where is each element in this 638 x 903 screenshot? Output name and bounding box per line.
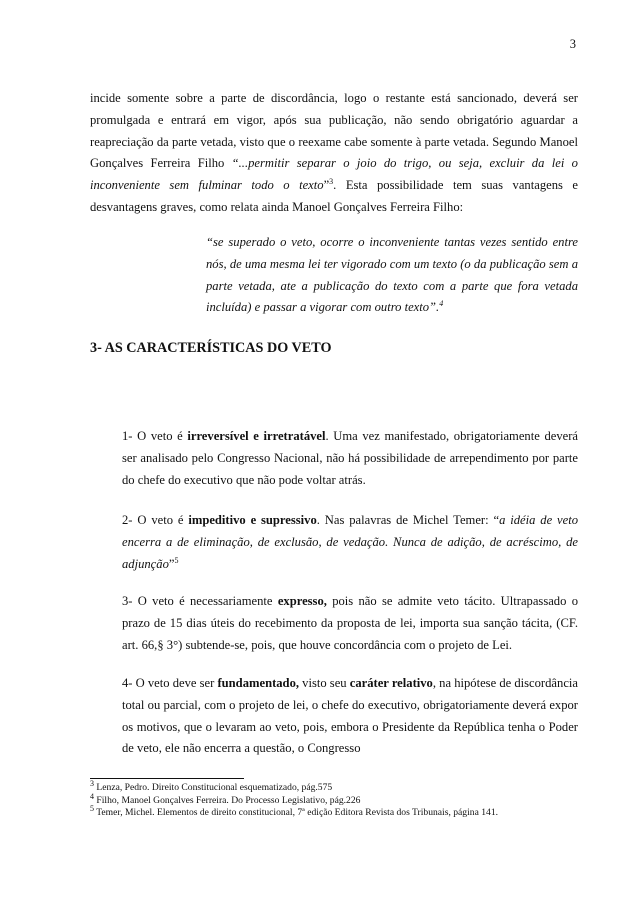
- item-3-text: pois não se admite veto tácito. Ultrapassado o prazo de 15 dias úteis do recebimento da proposta de lei, importa sua sanção tácita, (CF. art. 66,§ 3°) subtende-se, pois, que houve concordância com o projeto de Lei.: [122, 594, 578, 652]
- item-2-close-quote: ”: [168, 556, 175, 571]
- footnote-number: 5: [90, 804, 94, 813]
- item-1-lead: 1- O veto é: [122, 429, 188, 443]
- item-4-text: visto seu: [299, 676, 350, 690]
- intro-paragraph: [90, 88, 578, 219]
- footnote: [90, 791, 590, 808]
- footnote: [90, 804, 590, 820]
- item-3-lead: 3- O veto é necessariamente: [122, 594, 278, 608]
- block-quote: [206, 232, 578, 319]
- footnotes: [90, 778, 590, 820]
- inline-quote-close: ”: [323, 178, 330, 193]
- section-heading: 3- AS CARACTERÍSTICAS DO VETO: [90, 340, 332, 356]
- footnote-text: Lenza, Pedro. Direito Constitucional esquematizado, pág.575: [96, 782, 333, 793]
- item-2-bold: impeditivo e supressivo: [188, 513, 317, 527]
- item-3-bold: expresso,: [277, 594, 327, 608]
- page-number: 3: [569, 37, 576, 51]
- footnote-ref-3: 3: [329, 177, 334, 186]
- footnote-ref-4: 4: [439, 299, 444, 309]
- item-1-text: . Uma vez manifestado, obrigatoriamente deverá ser analisado pelo Congresso Nacional, não há possibilidade de arrependimento por parte do chefe do executivo que não pode voltar atrás.: [122, 429, 579, 487]
- footnote-divider: [90, 778, 244, 779]
- item-4-lead: 4- O veto deve ser: [122, 676, 218, 690]
- list-item: [122, 510, 578, 575]
- footnote-text: Temer, Michel. Elementos de direito constitucional, 7ª edição Editora Revista dos Tribunais, página 141.: [96, 807, 499, 819]
- item-2-text: . Nas palavras de Michel Temer: “: [316, 513, 500, 527]
- inline-quote: “...permitir separar o joio do trigo, ou seja, excluir da lei o inconveniente sem fulminar todo o texto: [90, 156, 578, 193]
- item-4-bold: fundamentado,: [217, 676, 300, 690]
- intro-text-continued: . Esta possibilidade tem suas vantagens e desvantagens graves, como relata ainda Manoel Gonçalves Ferreira Filho:: [90, 178, 578, 214]
- footnote-number: 4: [90, 791, 94, 801]
- footnote-ref-5: 5: [174, 555, 179, 565]
- list-item: [122, 673, 578, 760]
- list-item: [122, 426, 578, 491]
- block-quote-text: “se superado o veto, ocorre o inconveniente tantas vezes sentido entre nós, de uma mesma lei ter vigorado com um texto (o da publicação sem a parte vetada, ate a publicação do texto com a parte que fora vetada incluída) e passar a vigorar com outro texto”.: [206, 235, 578, 315]
- footnote-text: Filho, Manoel Gonçalves Ferreira. Do Processo Legislativo, pág.226: [96, 794, 361, 806]
- footnote-number: 3: [90, 778, 94, 788]
- item-4-bold-2: caráter relativo: [349, 676, 433, 690]
- item-2-quote: a idéia de veto encerra a de eliminação, de exclusão, de vedação. Nunca de adição, de acréscimo, de adjunção: [122, 513, 579, 571]
- list-item: [122, 591, 578, 656]
- footnote: [90, 778, 590, 795]
- item-1-bold: irreversível e irretratável: [187, 429, 326, 443]
- item-4-text-2: , na hipótese de discordância total ou parcial, com o projeto de lei, o chefe do executivo, obrigatoriamente deverá expor os motivos, que o levaram ao veto, pois, embora o Presidente da República tenha o Poder de veto, ele não encerra a questão, o Congresso: [122, 676, 578, 756]
- intro-text: incide somente sobre a parte de discordância, logo o restante está sancionado, deverá ser promulgada e entrará em vigor, após sua publicação, não sendo obrigatório aguardar a reapreciação da parte vetada, visto que o reexame cabe somente à parte vetada. Segundo Manoel Gonçalves Ferreira Filho: [90, 91, 578, 171]
- item-2-lead: 2- O veto é: [122, 513, 189, 527]
